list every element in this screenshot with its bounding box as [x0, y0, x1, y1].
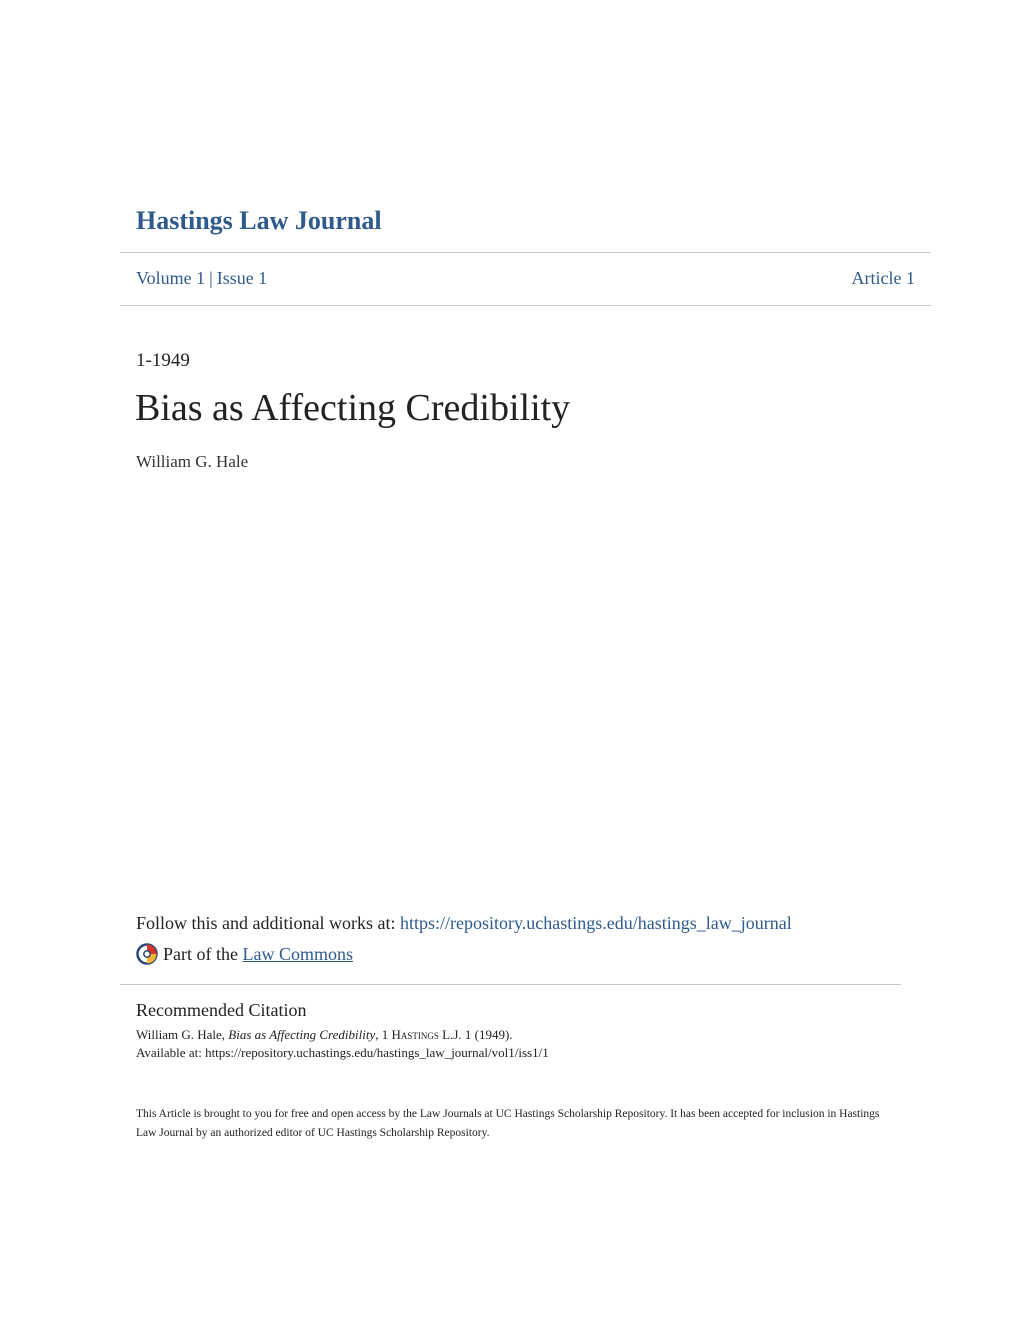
- divider-citation: [120, 984, 901, 985]
- available-url[interactable]: https://repository.uchastings.edu/hastings_law_journal/vol1/iss1/1: [205, 1045, 549, 1060]
- recommended-citation-heading: Recommended Citation: [136, 1000, 307, 1020]
- citation-text: [136, 1027, 513, 1043]
- divider-middle: [120, 305, 931, 306]
- journal-title[interactable]: Hastings Law Journal: [136, 206, 382, 235]
- citation-volume: , 1: [375, 1027, 392, 1042]
- available-prefix: Available at:: [136, 1045, 206, 1060]
- citation-journal-abbrev: Hastings: [391, 1027, 439, 1042]
- citation-available-at: [136, 1045, 549, 1061]
- citation-author: William G. Hale,: [136, 1027, 229, 1042]
- open-access-note: This Article is brought to you for free and open access by the Law Journals at UC Hastings Scholarship Repository. It has been accepted for inclusion in Hastings Law Journal by an authorized editor of UC Hastings Scholarship Repository.: [136, 1108, 880, 1139]
- follow-line: [136, 913, 792, 934]
- part-of-line: [136, 943, 353, 965]
- volume-issue-separator: |: [209, 268, 213, 288]
- volume-link[interactable]: Volume 1: [136, 268, 206, 288]
- part-of-prefix: Part of the: [163, 943, 243, 964]
- law-commons-link[interactable]: Law Commons: [242, 943, 353, 964]
- divider-top: [120, 252, 931, 253]
- article-number-link[interactable]: Article 1: [851, 268, 915, 288]
- volume-issue-line: [136, 268, 267, 289]
- follow-prefix: Follow this and additional works at:: [136, 913, 400, 933]
- publication-date: 1-1949: [136, 350, 190, 371]
- article-title: Bias as Affecting Credibility: [135, 387, 571, 429]
- citation-title: Bias as Affecting Credibility: [228, 1027, 376, 1042]
- author-name[interactable]: William G. Hale: [136, 452, 249, 471]
- citation-rest: L.J. 1 (1949).: [438, 1027, 513, 1042]
- bepress-network-icon: [136, 943, 158, 965]
- issue-link[interactable]: Issue 1: [216, 268, 268, 288]
- repository-link[interactable]: https://repository.uchastings.edu/hastings_law_journal: [399, 913, 792, 933]
